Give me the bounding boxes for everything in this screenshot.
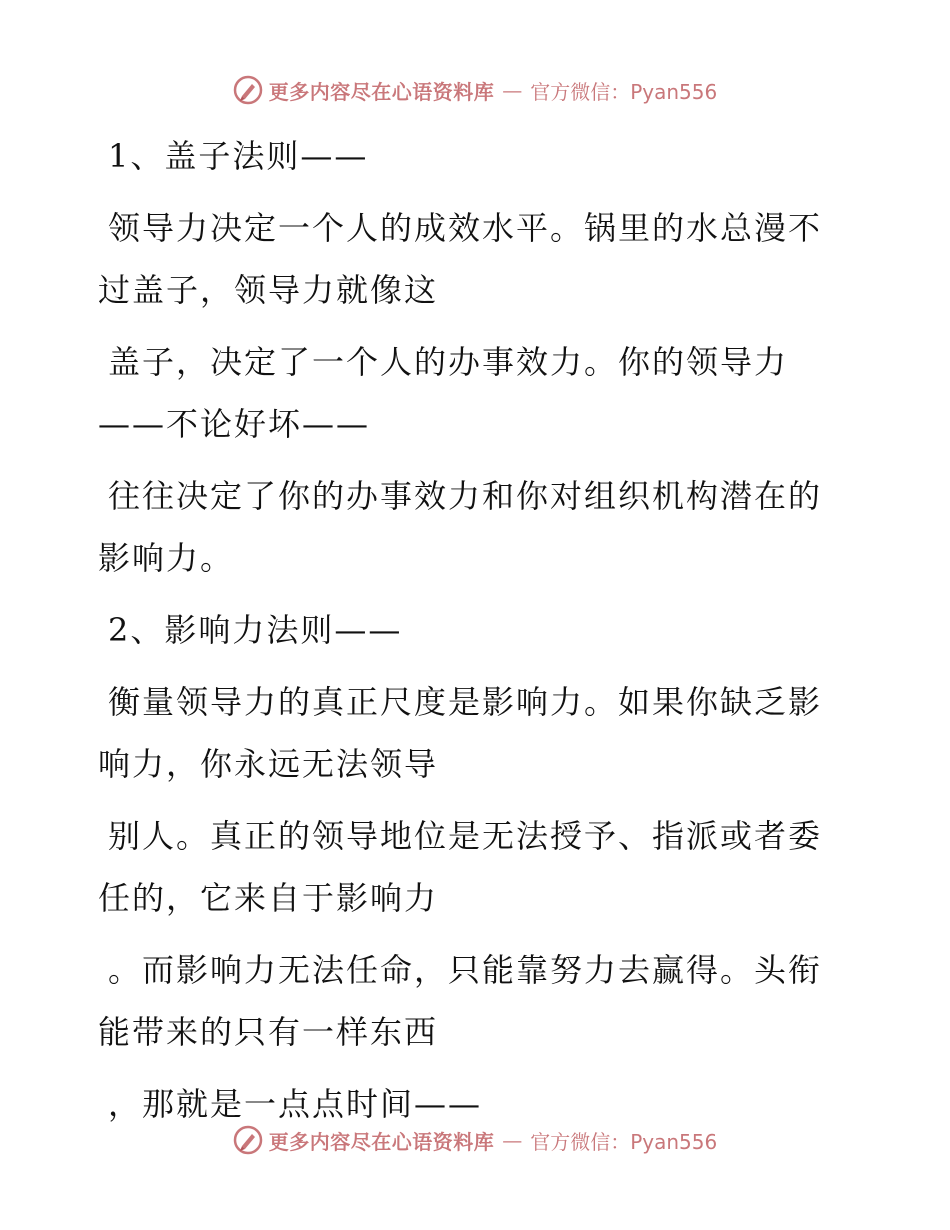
watermark-separator: — [502,78,523,102]
paragraph [98,939,838,1063]
pen-logo-icon [233,1125,263,1155]
paragraph-text: 。而影响力无法任命，只能靠努力去赢得。头衔能带来的只有一样东西 [98,951,823,1051]
paragraph-text: 别人。真正的领导地位是无法授予、指派或者委任的，它来自于影响力 [98,817,823,917]
paragraph-text: 领导力决定一个人的成效水平。锅里的水总漫不过盖子，领导力就像这 [98,209,823,309]
watermark-text: 更多内容尽在心语资料库 [268,1129,495,1154]
watermark-group [233,75,718,105]
document-body [98,125,838,1145]
pen-logo-icon [233,75,263,105]
paragraph [98,599,838,661]
paragraph-text: 盖子，决定了一个人的办事效力。你的领导力——不论好坏—— [98,343,789,443]
paragraph [98,465,838,589]
watermark-separator: — [502,1128,523,1152]
paragraph [98,197,838,321]
paragraph [98,331,838,455]
paragraph-text: ，那就是一点点时间—— [108,1085,483,1123]
watermark-text: 更多内容尽在心语资料库 [268,79,495,104]
watermark-wechat: 官方微信：Pyan556 [530,79,718,104]
paragraph-text: 往往决定了你的办事效力和你对组织机构潜在的影响力。 [98,477,823,577]
watermark-wechat: 官方微信：Pyan556 [530,1129,718,1154]
header-watermark [0,70,950,110]
paragraph [98,671,838,795]
paragraph-text: 衡量领导力的真正尺度是影响力。如果你缺乏影响力，你永远无法领导 [98,683,823,783]
paragraph [98,125,838,187]
paragraph-text: 1、盖子法则—— [108,137,369,175]
watermark-group [233,1125,718,1155]
paragraph [98,805,838,929]
footer-watermark [0,1120,950,1160]
paragraph-text: 2、影响力法则—— [108,611,403,649]
